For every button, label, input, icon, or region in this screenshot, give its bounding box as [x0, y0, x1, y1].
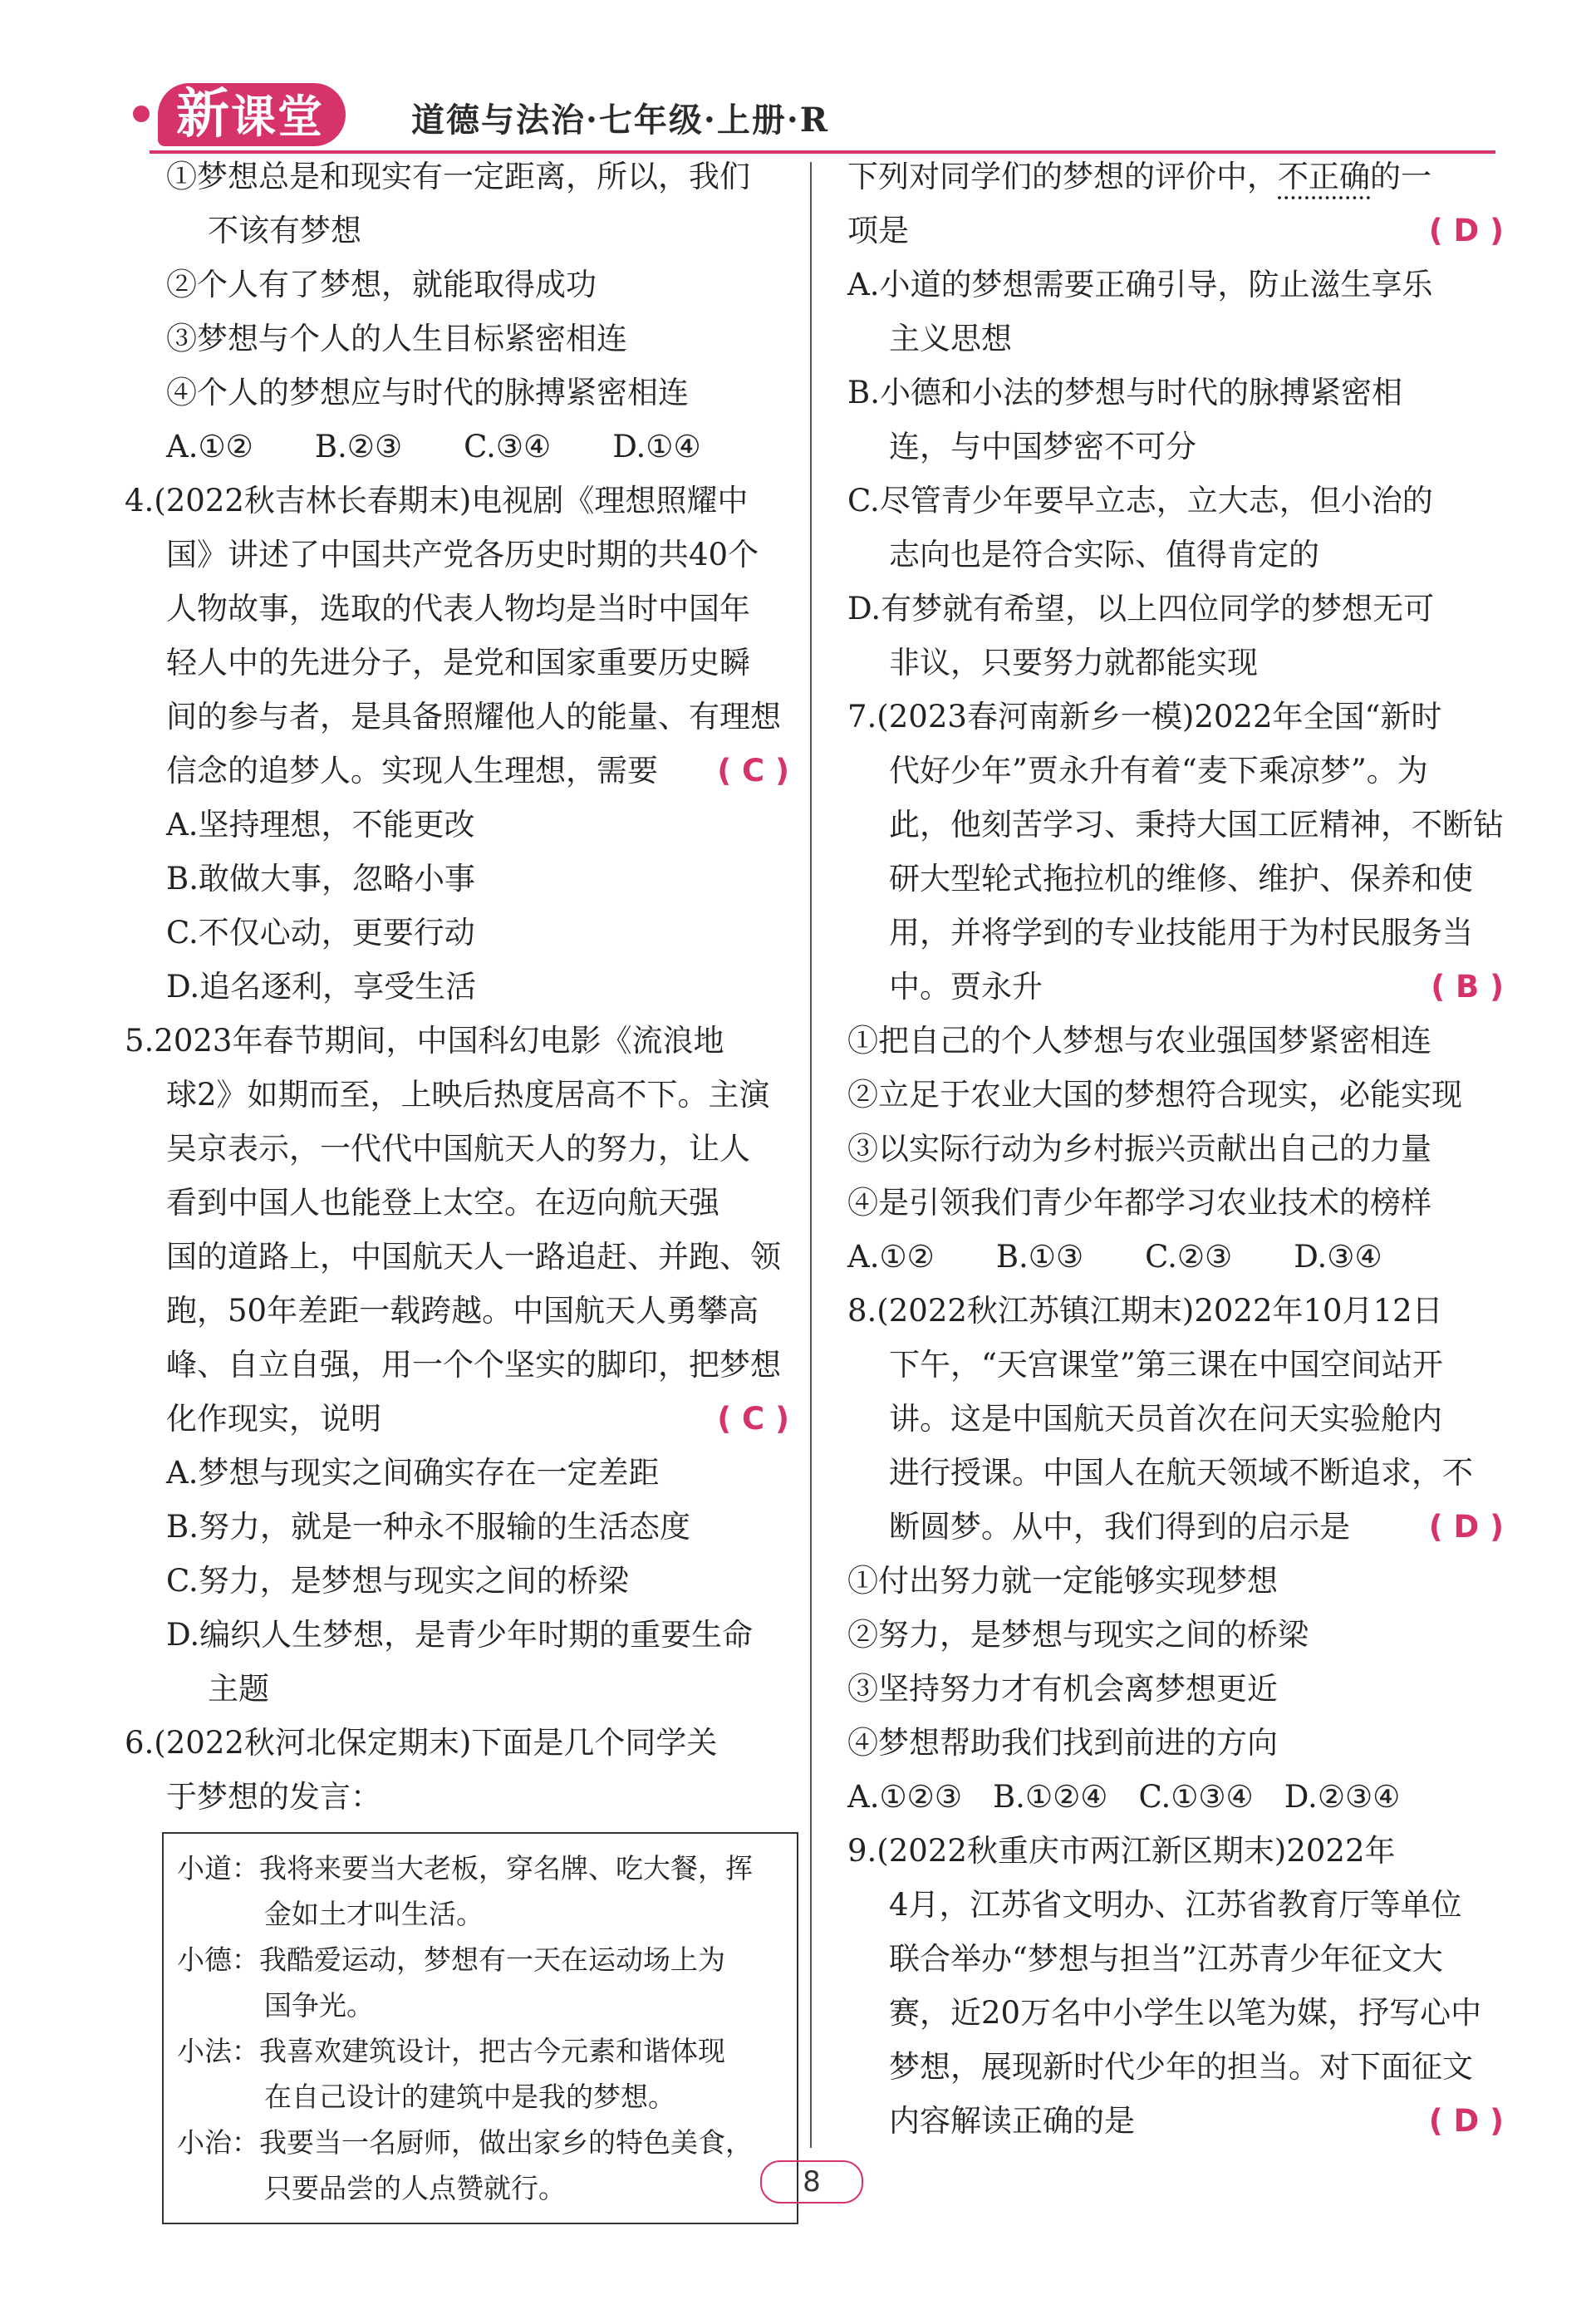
question-8: [847, 1284, 1504, 1824]
list-item: ④个人的梦想应与时代的脉搏紧密相连: [166, 375, 689, 410]
question-text: 讲。这是中国航天员首次在问天实验舱内: [889, 1401, 1442, 1437]
question-text: 轻人中的先进分子，是党和国家重要历史瞬: [166, 645, 750, 680]
option: C.努力，是梦想与现实之间的桥梁: [166, 1563, 629, 1599]
question-text: 梦想，展现新时代少年的担当。对下面征文: [889, 2049, 1473, 2085]
option: 非议，只要努力就都能实现: [889, 645, 1258, 680]
list-item: ④是引领我们青少年都学习农业技术的榜样: [847, 1185, 1431, 1221]
option: A.梦想与现实之间确实存在一定差距: [166, 1455, 660, 1491]
question-text: 联合举办“梦想与担当”江苏青少年征文大: [889, 1941, 1443, 1977]
answer-badge: ( C ): [717, 1401, 789, 1437]
question-text: 下午，“天宫课堂”第三课在中国空间站开: [889, 1347, 1443, 1383]
option: B.小德和小法的梦想与时代的脉搏紧密相: [847, 375, 1402, 410]
question-text: [847, 204, 1504, 258]
question-text: 5.2023年春节期间，中国科幻电影《流浪地: [125, 1023, 724, 1059]
brand-logo: [158, 83, 346, 146]
question-text: 看到中国人也能登上太空。在迈向航天强: [166, 1185, 719, 1221]
page-number: 8: [760, 2160, 863, 2204]
question-text: 国的道路上，中国航天人一路追赶、并跑、领: [166, 1239, 781, 1275]
question-text: [125, 744, 789, 798]
question-text: 球2》如期而至，上映后热度居高不下。主演: [166, 1077, 770, 1113]
list-item: ③坚持努力才有机会离梦想更近: [847, 1671, 1278, 1707]
question-text: 吴京表示，一代代中国航天人的努力，让人: [166, 1131, 750, 1167]
question-text-part: 项是: [847, 213, 909, 248]
answer-options: A.①② B.①③ C.②③ D.③④: [847, 1239, 1382, 1275]
question-text: [847, 150, 1504, 204]
quote-line: 在自己设计的建筑中是我的梦想。: [264, 2081, 675, 2113]
quote-box: [162, 1832, 798, 2224]
book-title: 道德与法治·七年级·上册·R: [411, 101, 830, 140]
question-text: 赛，近20万名中小学生以笔为媒，抒写心中: [889, 1995, 1482, 2031]
option: 志向也是符合实际、值得肯定的: [889, 537, 1319, 572]
list-item: ③梦想与个人的人生目标紧密相连: [166, 321, 627, 356]
option: D.追名逐利，享受生活: [166, 969, 477, 1005]
question-text: 4月，江苏省文明办、江苏省教育厅等单位: [889, 1887, 1462, 1923]
option: A.坚持理想，不能更改: [166, 807, 475, 843]
option: 主义思想: [889, 321, 1012, 356]
left-column: [125, 150, 789, 2224]
question-text: 进行授课。中国人在航天领域不断追求，不: [889, 1455, 1473, 1491]
quote-line: 小治：我要当一名厨师，做出家乡的特色美食，: [177, 2126, 753, 2159]
answer-badge: ( D ): [1428, 1509, 1504, 1545]
question-text: 间的参与者，是具备照耀他人的能量、有理想: [166, 699, 781, 735]
option: A.小道的梦想需要正确引导，防止滋生享乐: [847, 267, 1433, 302]
quote-line: 金如土才叫生活。: [264, 1898, 484, 1930]
question-text: 峰、自立自强，用一个个坚实的脚印，把梦想: [166, 1347, 781, 1383]
list-item: 不该有梦想: [208, 213, 361, 248]
question-7: [847, 690, 1504, 1284]
question-6-continued: [847, 150, 1504, 690]
question-text: [847, 1500, 1504, 1554]
question-text: 9.(2022秋重庆市两江新区期末)2022年: [847, 1833, 1396, 1869]
logo-dot: [133, 106, 150, 122]
list-item: ①把自己的个人梦想与农业强国梦紧密相连: [847, 1023, 1431, 1059]
answer-badge: ( C ): [717, 753, 789, 789]
logo-char: 新: [176, 84, 231, 145]
option: B.努力，就是一种永不服输的生活态度: [166, 1509, 690, 1545]
question-text: [847, 960, 1504, 1014]
question-text: 代好少年”贾永升有着“麦下乘凉梦”。为: [889, 753, 1428, 789]
question-6: [125, 1716, 789, 2224]
column-divider: [810, 162, 812, 2148]
question-text: 此，他刻苦学习、秉持大国工匠精神，不断钻: [889, 807, 1504, 843]
question-text: 6.(2022秋河北保定期末)下面是几个同学关: [125, 1725, 718, 1761]
answer-badge: ( B ): [1431, 969, 1504, 1005]
list-item: ①付出努力就一定能够实现梦想: [847, 1563, 1278, 1599]
emphasis-text: 不正确: [1278, 159, 1370, 194]
list-item: ④梦想帮助我们找到前进的方向: [847, 1725, 1278, 1761]
quote-line: 小法：我喜欢建筑设计，把古今元素和谐体现: [177, 2035, 725, 2067]
question-text-part: 内容解读正确的是: [889, 2103, 1135, 2139]
list-item: ②立足于农业大国的梦想符合现实，必能实现: [847, 1077, 1462, 1113]
answer-badge: ( D ): [1428, 213, 1504, 248]
quote-line: 小道：我将来要当大老板，穿名牌、吃大餐，挥: [177, 1852, 753, 1884]
answer-badge: ( D ): [1428, 2103, 1504, 2139]
question-text: [125, 1392, 789, 1446]
logo-text: 课堂: [231, 91, 324, 143]
page-header: [125, 79, 1495, 154]
question-text: 国》讲述了中国共产党各历史时期的共40个: [166, 537, 759, 572]
option: C.尽管青少年要早立志，立大志，但小治的: [847, 483, 1433, 518]
quote-line: 国争光。: [264, 1989, 374, 2022]
question-text: 研大型轮式拖拉机的维修、维护、保养和使: [889, 861, 1473, 897]
question-text: 于梦想的发言：: [166, 1779, 381, 1815]
option: 连，与中国梦密不可分: [889, 429, 1196, 464]
question-text-part: 下列对同学们的梦想的评价中，: [847, 159, 1278, 194]
list-item: ②努力，是梦想与现实之间的桥梁: [847, 1617, 1309, 1653]
question-text-part: 中。贾永升: [889, 969, 1043, 1005]
question-text: 7.(2023春河南新乡一模)2022年全国“新时: [847, 699, 1442, 735]
question-text: 跑，50年差距一载跨越。中国航天人勇攀高: [166, 1293, 759, 1329]
option: 主题: [208, 1671, 269, 1707]
option: D.编织人生梦想，是青少年时期的重要生命: [166, 1617, 754, 1653]
list-item: ②个人有了梦想，就能取得成功: [166, 267, 597, 302]
question-text-part: 化作现实，说明: [166, 1401, 381, 1437]
question-5: [125, 1014, 789, 1716]
question-4: [125, 474, 789, 1014]
option: C.不仅心动，更要行动: [166, 915, 475, 951]
answer-options: A.①②③ B.①②④ C.①③④ D.②③④: [847, 1779, 1401, 1815]
question-3-items: [125, 150, 789, 474]
answer-options: A.①② B.②③ C.③④ D.①④: [166, 429, 701, 464]
question-9: [847, 1824, 1504, 2148]
right-column: [847, 150, 1504, 2148]
list-item: ①梦想总是和现实有一定距离，所以，我们: [166, 159, 750, 194]
option: B.敢做大事，忽略小事: [166, 861, 475, 897]
question-text: [847, 2094, 1504, 2148]
question-text: 4.(2022秋吉林长春期末)电视剧《理想照耀中: [125, 483, 749, 518]
question-text: 用，并将学到的专业技能用于为村民服务当: [889, 915, 1473, 951]
quote-line: 只要品尝的人点赞就行。: [264, 2172, 566, 2204]
quote-line: 小德：我酷爱运动，梦想有一天在运动场上为: [177, 1943, 725, 1976]
option: D.有梦就有希望，以上四位同学的梦想无可: [847, 591, 1435, 626]
list-item: ③以实际行动为乡村振兴贡献出自己的力量: [847, 1131, 1431, 1167]
question-text-part: 的一: [1370, 159, 1431, 194]
question-text: 8.(2022秋江苏镇江期末)2022年10月12日: [847, 1293, 1443, 1329]
question-text-part: 断圆梦。从中，我们得到的启示是: [889, 1509, 1350, 1545]
question-text: 人物故事，选取的代表人物均是当时中国年: [166, 591, 750, 626]
question-text-part: 信念的追梦人。实现人生理想，需要: [166, 753, 658, 789]
